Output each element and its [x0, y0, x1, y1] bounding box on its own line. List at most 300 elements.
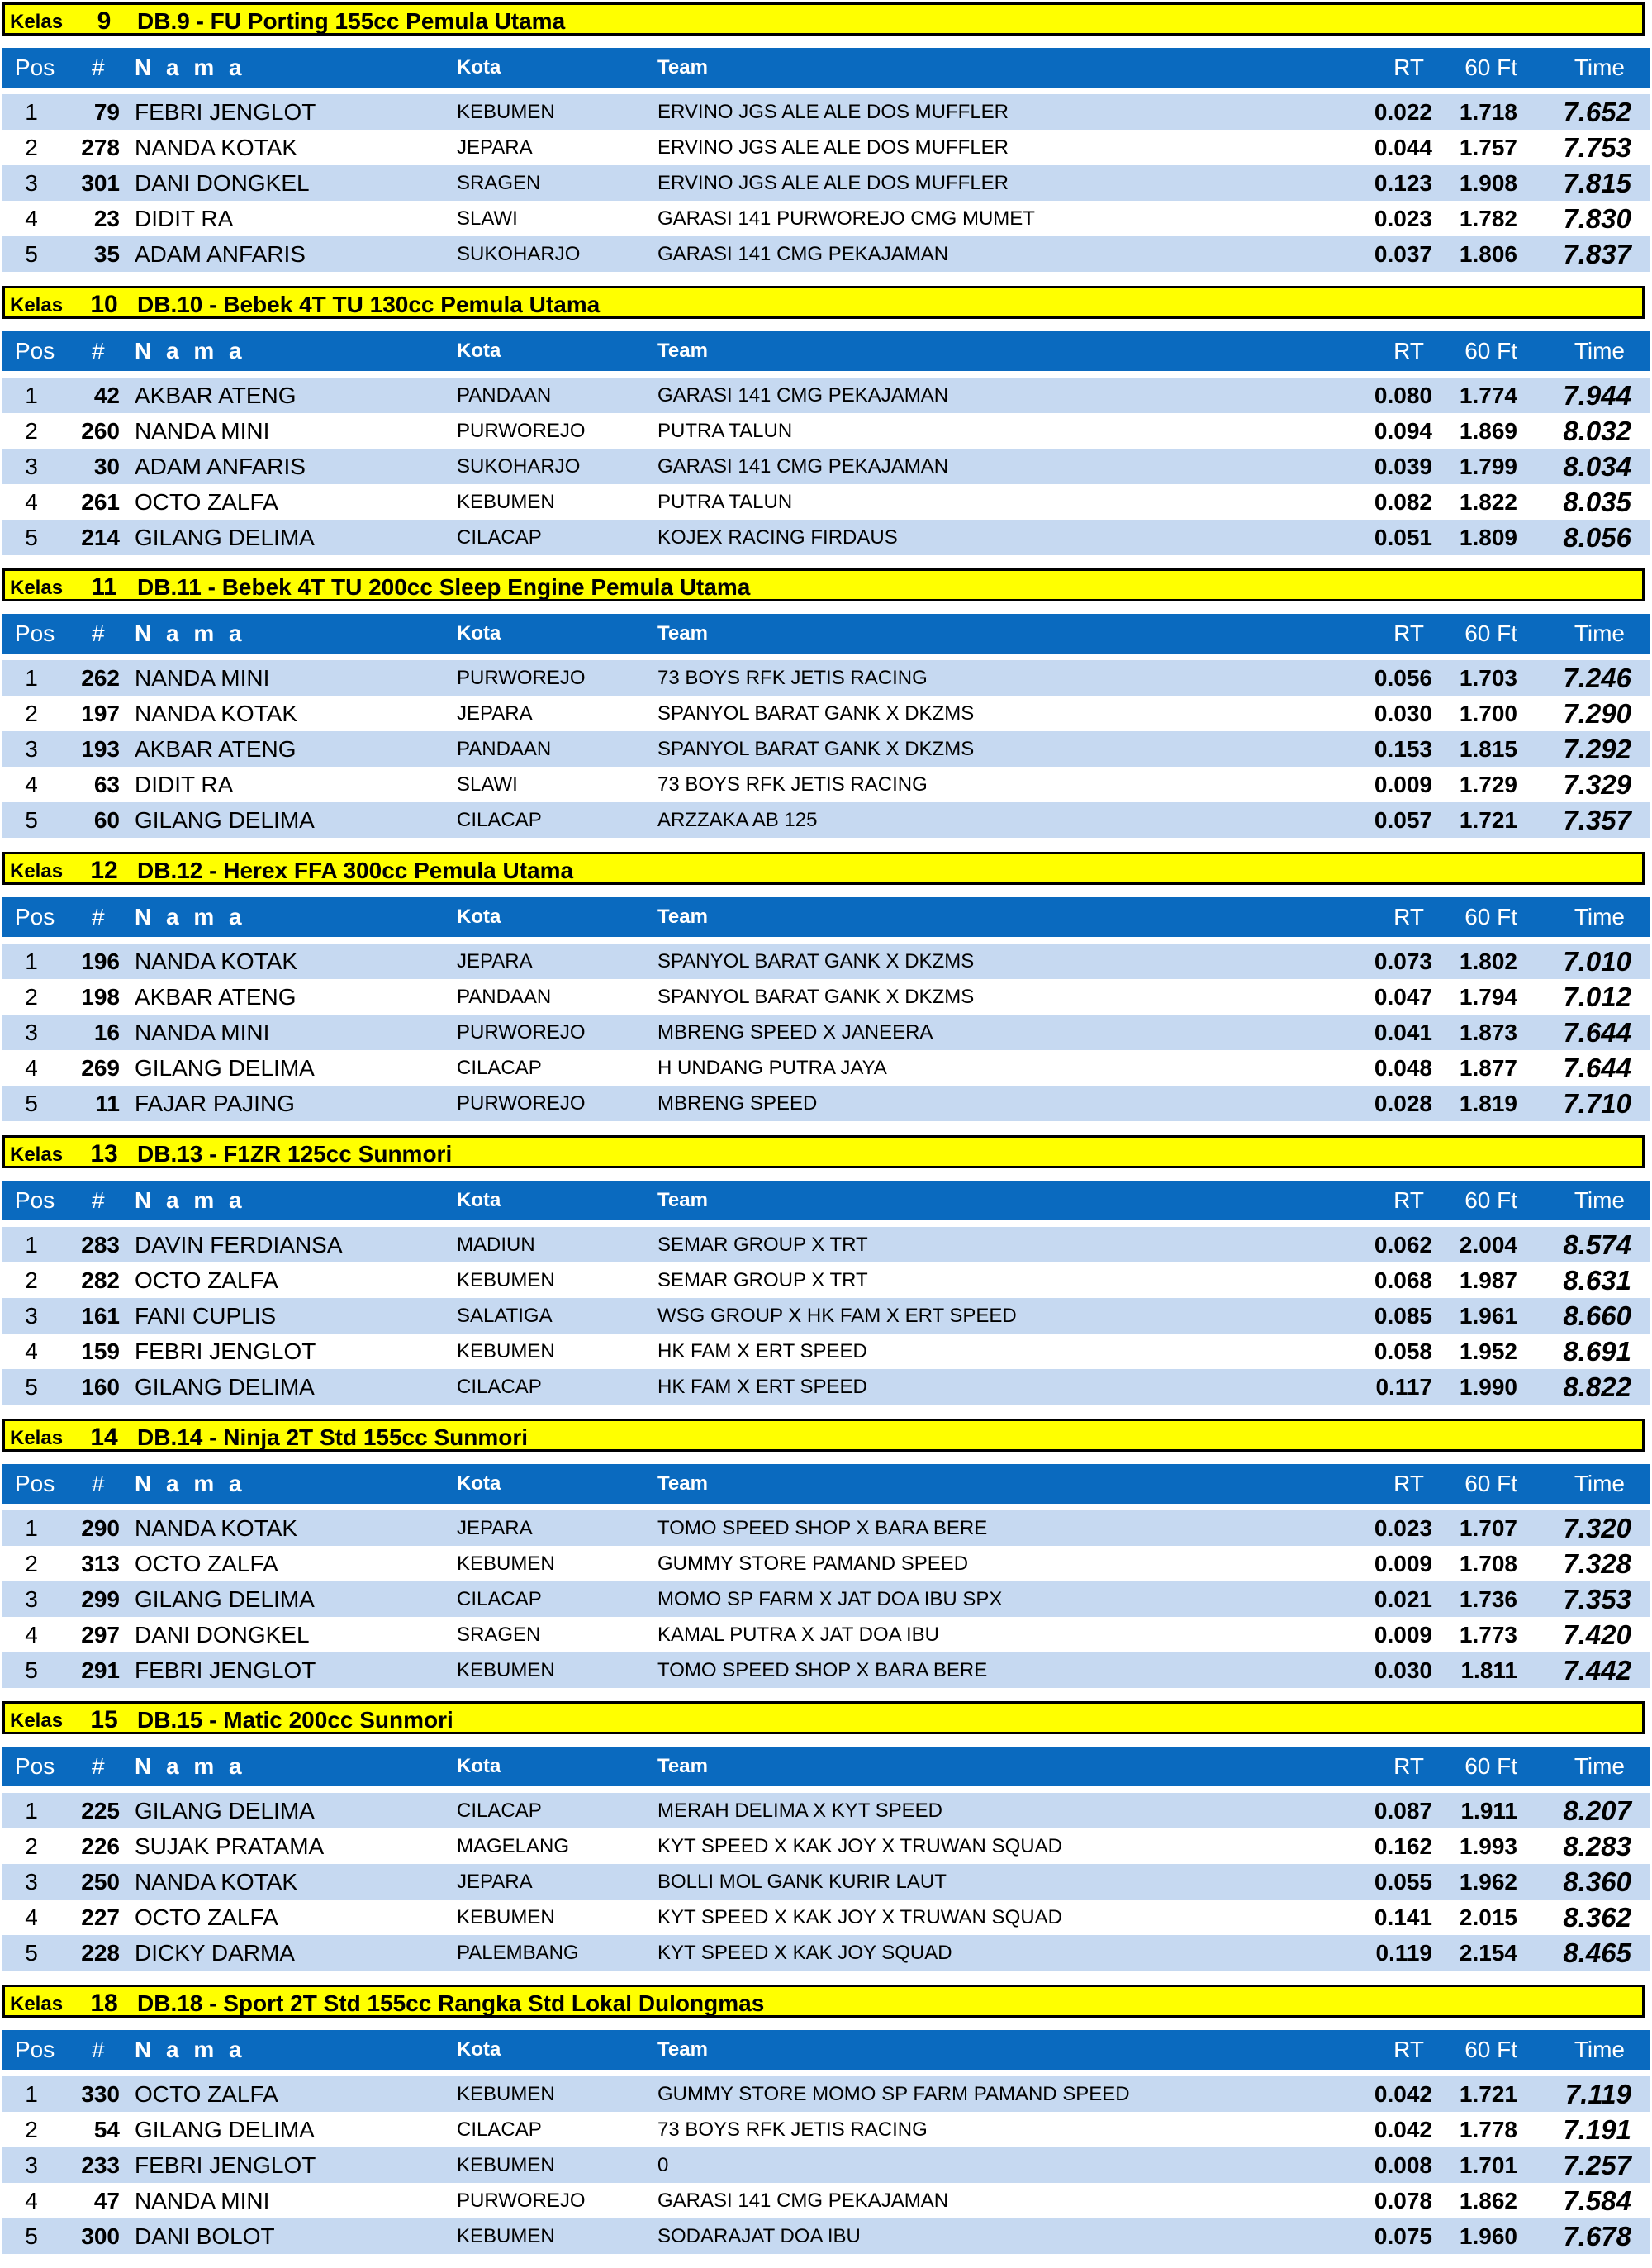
header-pos: Pos [15, 1470, 55, 1496]
row-position: 3 [25, 453, 38, 479]
row-city: PANDAAN [457, 986, 552, 1009]
class-number: 11 [91, 573, 117, 601]
row-name: NANDA MINI [135, 665, 270, 692]
row-60ft: 1.908 [1459, 170, 1517, 196]
table-row [2, 1652, 1650, 1688]
row-rt: 0.057 [1374, 807, 1432, 834]
table-row [2, 1298, 1650, 1334]
table-header [2, 897, 1650, 937]
row-position: 5 [25, 807, 38, 834]
results-table [2, 94, 1650, 272]
row-time: 7.584 [1563, 2185, 1631, 2216]
row-time: 8.207 [1563, 1795, 1631, 1827]
header-60ft: 60 Ft [1464, 1753, 1517, 1780]
row-time: 7.815 [1563, 168, 1631, 198]
row-city: JEPARA [457, 702, 533, 725]
row-city: JEPARA [457, 1871, 533, 1894]
row-position: 1 [25, 2080, 38, 2107]
row-time: 7.353 [1563, 1583, 1631, 1614]
table-row [2, 1015, 1650, 1050]
row-city: KEBUMEN [457, 101, 555, 123]
row-team: ARZZAKA AB 125 [657, 809, 818, 832]
table-row [2, 449, 1650, 484]
class-number: 12 [90, 857, 118, 885]
class-title: DB.15 - Matic 200cc Sunmori [137, 1707, 453, 1733]
table-row [2, 520, 1650, 555]
row-number: 300 [81, 2223, 120, 2249]
row-60ft: 1.869 [1459, 417, 1517, 444]
class-title-bar [2, 852, 1645, 885]
row-team: GUMMY STORE MOMO SP FARM PAMAND SPEED [657, 2082, 1130, 2105]
row-number: 301 [81, 170, 120, 196]
header-team: Team [657, 906, 708, 929]
class-title: DB.18 - Sport 2T Std 155cc Rangka Std Lokal Dulongmas [137, 1990, 765, 2016]
table-row [2, 1262, 1650, 1298]
table-row [2, 130, 1650, 165]
table-row [2, 979, 1650, 1015]
row-60ft: 1.718 [1459, 99, 1517, 125]
header-number: # [92, 55, 105, 80]
row-time: 7.944 [1563, 379, 1631, 411]
row-city: SLAWI [457, 773, 518, 796]
row-position: 4 [25, 1621, 38, 1648]
table-row [2, 413, 1650, 449]
class-title: DB.11 - Bebek 4T TU 200cc Sleep Engine Pemula Utama [137, 574, 751, 601]
row-name: NANDA KOTAK [135, 1869, 298, 1895]
header-name: N a m a [135, 55, 246, 80]
row-rt: 0.030 [1374, 1657, 1432, 1683]
row-number: 54 [93, 2116, 120, 2142]
row-60ft: 1.782 [1459, 206, 1517, 231]
row-team: KAMAL PUTRA X JAT DOA IBU [657, 1623, 939, 1646]
row-number: 159 [81, 1338, 120, 1364]
header-number: # [92, 1186, 105, 1213]
kelas-label: Kelas [10, 860, 64, 883]
row-rt: 0.068 [1374, 1267, 1432, 1293]
row-position: 1 [25, 382, 38, 408]
row-city: KEBUMEN [457, 1552, 555, 1575]
row-position: 4 [25, 1904, 38, 1931]
row-number: 63 [93, 772, 120, 798]
table-row [2, 1935, 1650, 1971]
row-60ft: 1.721 [1459, 807, 1517, 834]
header-team: Team [657, 1755, 708, 1778]
row-rt: 0.023 [1374, 206, 1432, 231]
table-header [2, 1747, 1650, 1786]
row-60ft: 1.809 [1459, 524, 1517, 550]
table-row [2, 1581, 1650, 1617]
results-table [2, 1510, 1650, 1688]
row-rt: 0.058 [1374, 1338, 1432, 1364]
row-city: PANDAAN [457, 383, 552, 407]
row-team: 73 BOYS RFK JETIS RACING [657, 773, 928, 796]
row-name: FAJAR PAJING [135, 1091, 295, 1117]
row-number: 278 [81, 135, 120, 160]
row-time: 7.191 [1563, 2113, 1631, 2145]
row-team: PUTRA TALUN [657, 419, 793, 442]
class-title-bar [2, 1985, 1645, 2018]
row-name: OCTO ZALFA [135, 1550, 278, 1576]
header-city: Kota [457, 339, 501, 362]
row-number: 198 [81, 984, 120, 1010]
class-title-bar [2, 568, 1645, 601]
row-team: GARASI 141 PURWOREJO CMG MUMET [657, 207, 1035, 230]
row-team: TOMO SPEED SHOP X BARA BERE [657, 1658, 988, 1681]
class-title: DB.13 - F1ZR 125cc Sunmori [137, 1140, 453, 1167]
row-position: 1 [25, 949, 38, 975]
row-city: JEPARA [457, 950, 533, 973]
row-city: CILACAP [457, 1800, 542, 1823]
class-block [0, 1135, 1652, 1419]
row-team: SODARAJAT DOA IBU [657, 2224, 861, 2247]
row-60ft: 1.721 [1459, 2080, 1517, 2107]
row-60ft: 1.794 [1459, 984, 1517, 1010]
row-position: 1 [25, 1514, 38, 1541]
row-rt: 0.009 [1374, 772, 1432, 798]
row-team: WSG GROUP X HK FAM X ERT SPEED [657, 1304, 1017, 1327]
row-number: 226 [81, 1833, 120, 1860]
row-number: 196 [81, 949, 120, 975]
row-name: GILANG DELIMA [135, 2116, 315, 2142]
row-time: 7.292 [1563, 734, 1631, 765]
row-name: FANI CUPLIS [135, 1302, 277, 1329]
row-time: 7.753 [1563, 132, 1631, 163]
row-number: 193 [81, 736, 120, 763]
table-row [2, 1050, 1650, 1086]
row-60ft: 1.757 [1459, 135, 1517, 160]
row-position: 4 [25, 206, 38, 231]
results-table [2, 1227, 1650, 1405]
row-number: 42 [93, 382, 120, 408]
header-team: Team [657, 622, 708, 645]
row-60ft: 1.708 [1459, 1550, 1517, 1576]
row-team: 73 BOYS RFK JETIS RACING [657, 667, 928, 690]
header-city: Kota [457, 2037, 501, 2061]
row-name: DICKY DARMA [135, 1940, 295, 1966]
row-team: MERAH DELIMA X KYT SPEED [657, 1800, 942, 1823]
class-title: DB.14 - Ninja 2T Std 155cc Sunmori [137, 1424, 529, 1450]
row-position: 3 [25, 1020, 38, 1046]
row-team: MOMO SP FARM X JAT DOA IBU SPX [657, 1587, 1003, 1610]
row-city: KEBUMEN [457, 490, 555, 513]
row-time: 7.837 [1563, 239, 1631, 269]
class-number: 15 [90, 1706, 118, 1734]
kelas-label: Kelas [10, 1992, 64, 2015]
row-position: 5 [25, 1373, 38, 1400]
row-60ft: 1.822 [1459, 488, 1517, 515]
header-city: Kota [457, 56, 501, 78]
row-rt: 0.055 [1374, 1869, 1432, 1895]
row-city: CILACAP [457, 2118, 542, 2141]
row-city: PALEMBANG [457, 1942, 579, 1965]
row-time: 7.329 [1563, 769, 1631, 801]
row-time: 7.010 [1563, 946, 1631, 977]
header-number: # [92, 1470, 105, 1496]
row-rt: 0.042 [1374, 2116, 1432, 2142]
row-team: GUMMY STORE PAMAND SPEED [657, 1552, 969, 1575]
row-rt: 0.123 [1374, 170, 1432, 196]
row-team: MBRENG SPEED X JANEERA [657, 1021, 933, 1044]
row-rt: 0.087 [1374, 1798, 1432, 1824]
row-60ft: 2.154 [1459, 1940, 1517, 1966]
row-city: PURWOREJO [457, 1021, 586, 1044]
table-header [2, 2030, 1650, 2070]
row-number: 23 [93, 206, 120, 231]
row-city: CILACAP [457, 1375, 542, 1398]
row-number: 161 [81, 1302, 120, 1329]
class-number: 18 [90, 1989, 118, 2017]
table-header [2, 48, 1650, 88]
row-city: KEBUMEN [457, 2224, 555, 2247]
row-60ft: 2.004 [1459, 1231, 1517, 1258]
table-header [2, 614, 1650, 654]
class-block [0, 286, 1652, 569]
row-60ft: 1.993 [1459, 1833, 1517, 1860]
table-row [2, 1793, 1650, 1828]
row-60ft: 1.952 [1459, 1338, 1517, 1364]
row-60ft: 1.700 [1459, 701, 1517, 727]
kelas-label: Kelas [10, 11, 64, 33]
row-position: 2 [25, 701, 38, 727]
row-time: 7.442 [1563, 1654, 1631, 1686]
table-row [2, 1617, 1650, 1652]
table-row [2, 2112, 1650, 2147]
row-position: 2 [25, 135, 38, 160]
table-row [2, 802, 1650, 838]
table-row [2, 696, 1650, 731]
row-team: GARASI 141 CMG PEKAJAMAN [657, 383, 949, 407]
row-number: 160 [81, 1373, 120, 1400]
row-position: 4 [25, 772, 38, 798]
row-name: OCTO ZALFA [135, 2080, 278, 2107]
row-team: SPANYOL BARAT GANK X DKZMS [657, 702, 975, 725]
row-number: 60 [93, 807, 120, 834]
row-position: 2 [25, 984, 38, 1010]
row-city: PURWOREJO [457, 1092, 586, 1115]
row-number: 214 [81, 524, 120, 550]
row-rt: 0.044 [1374, 135, 1432, 160]
header-time: Time [1574, 904, 1625, 930]
row-rt: 0.028 [1374, 1091, 1432, 1117]
row-team: KYT SPEED X KAK JOY X TRUWAN SQUAD [657, 1835, 1062, 1858]
row-number: 282 [81, 1267, 120, 1293]
row-rt: 0.030 [1374, 701, 1432, 727]
row-city: PANDAAN [457, 738, 552, 761]
row-60ft: 1.799 [1459, 453, 1517, 479]
header-city: Kota [457, 622, 501, 645]
table-row [2, 1900, 1650, 1935]
row-rt: 0.085 [1374, 1302, 1432, 1329]
header-time: Time [1574, 2036, 1625, 2062]
header-city: Kota [457, 906, 501, 929]
row-team: BOLLI MOL GANK KURIR LAUT [657, 1871, 947, 1894]
class-block [0, 568, 1652, 852]
class-number: 14 [90, 1423, 118, 1451]
row-name: NANDA MINI [135, 2187, 270, 2213]
row-name: GILANG DELIMA [135, 807, 315, 834]
row-number: 250 [81, 1869, 120, 1895]
row-position: 4 [25, 1055, 38, 1082]
row-60ft: 1.811 [1460, 1657, 1517, 1683]
row-time: 7.710 [1563, 1088, 1631, 1120]
kelas-label: Kelas [10, 1426, 64, 1449]
row-position: 5 [25, 2223, 38, 2249]
row-position: 4 [25, 1338, 38, 1364]
header-time: Time [1574, 620, 1625, 647]
table-row [2, 731, 1650, 767]
kelas-label: Kelas [10, 293, 64, 316]
row-city: PURWOREJO [457, 667, 586, 690]
row-name: NANDA MINI [135, 417, 270, 444]
row-60ft: 1.773 [1459, 1621, 1517, 1648]
row-time: 7.257 [1563, 2149, 1631, 2180]
row-position: 5 [25, 524, 38, 550]
class-title-bar [2, 1135, 1645, 1168]
row-rt: 0.009 [1374, 1621, 1432, 1648]
header-rt: RT [1393, 1470, 1424, 1496]
row-city: CILACAP [457, 1057, 542, 1080]
row-position: 2 [25, 1550, 38, 1576]
row-number: 330 [81, 2080, 120, 2107]
row-number: 260 [81, 417, 120, 444]
row-time: 8.574 [1563, 1229, 1631, 1260]
row-name: GILANG DELIMA [135, 524, 315, 550]
row-time: 8.360 [1563, 1866, 1631, 1898]
row-time: 8.822 [1563, 1371, 1631, 1402]
row-team: ERVINO JGS ALE ALE DOS MUFFLER [657, 172, 1009, 194]
row-position: 5 [25, 1657, 38, 1683]
header-number: # [92, 2036, 105, 2062]
header-team: Team [657, 1472, 708, 1495]
table-row [2, 165, 1650, 201]
header-60ft: 60 Ft [1464, 904, 1517, 930]
row-position: 3 [25, 170, 38, 196]
header-name: N a m a [135, 1470, 246, 1496]
row-name: NANDA KOTAK [135, 1514, 298, 1541]
header-rt: RT [1393, 337, 1424, 364]
row-city: SRAGEN [457, 172, 541, 194]
row-name: DANI DONGKEL [135, 1621, 310, 1648]
row-city: JEPARA [457, 136, 533, 159]
row-60ft: 1.987 [1459, 1267, 1517, 1293]
row-position: 4 [25, 488, 38, 515]
row-name: GILANG DELIMA [135, 1055, 315, 1082]
row-name: NANDA KOTAK [135, 701, 298, 727]
row-rt: 0.078 [1374, 2187, 1432, 2213]
row-time: 8.283 [1563, 1831, 1631, 1862]
row-name: NANDA MINI [135, 1020, 270, 1046]
row-team: SPANYOL BARAT GANK X DKZMS [657, 950, 975, 973]
header-team: Team [657, 1188, 708, 1211]
header-number: # [92, 1753, 105, 1780]
class-block [0, 2, 1652, 286]
row-city: KEBUMEN [457, 2082, 555, 2105]
row-rt: 0.048 [1374, 1055, 1432, 1082]
row-60ft: 1.911 [1460, 1798, 1517, 1824]
row-name: DANI DONGKEL [135, 170, 310, 196]
header-city: Kota [457, 1472, 501, 1495]
row-position: 2 [25, 1833, 38, 1860]
row-number: 299 [81, 1586, 120, 1612]
table-header [2, 331, 1650, 371]
row-team: HK FAM X ERT SPEED [657, 1339, 867, 1362]
header-rt: RT [1393, 1753, 1424, 1780]
row-number: 11 [95, 1091, 120, 1117]
row-60ft: 1.701 [1459, 2152, 1517, 2178]
row-city: PURWOREJO [457, 419, 586, 442]
row-team: 0 [657, 2153, 669, 2176]
row-rt: 0.073 [1374, 949, 1432, 975]
row-name: FEBRI JENGLOT [135, 1338, 316, 1364]
row-rt: 0.021 [1374, 1586, 1432, 1612]
row-position: 3 [25, 1586, 38, 1612]
table-row [2, 767, 1650, 802]
row-name: ADAM ANFARIS [135, 241, 306, 267]
header-pos: Pos [15, 620, 55, 647]
table-header [2, 1464, 1650, 1504]
row-time: 8.035 [1563, 486, 1631, 517]
row-city: MADIUN [457, 1233, 535, 1256]
row-position: 1 [25, 1231, 38, 1258]
table-row [2, 2147, 1650, 2183]
row-time: 8.032 [1563, 415, 1631, 446]
row-number: 197 [81, 701, 120, 727]
row-city: CILACAP [457, 809, 542, 832]
row-time: 8.631 [1563, 1264, 1631, 1296]
row-rt: 0.009 [1374, 1550, 1432, 1576]
header-team: Team [657, 56, 708, 78]
row-position: 3 [25, 1302, 38, 1329]
class-title-bar [2, 286, 1645, 319]
table-row [2, 378, 1650, 413]
row-city: MAGELANG [457, 1835, 570, 1858]
row-team: HK FAM X ERT SPEED [657, 1375, 867, 1398]
header-rt: RT [1393, 904, 1424, 930]
table-row [2, 94, 1650, 130]
row-rt: 0.075 [1374, 2223, 1432, 2249]
row-time: 8.660 [1563, 1300, 1631, 1331]
table-row [2, 201, 1650, 236]
row-60ft: 1.962 [1459, 1869, 1517, 1895]
header-60ft: 60 Ft [1464, 337, 1517, 364]
row-team: KOJEX RACING FIRDAUS [657, 525, 898, 549]
row-team: ERVINO JGS ALE ALE DOS MUFFLER [657, 136, 1009, 159]
row-position: 1 [25, 1798, 38, 1824]
table-row [2, 1334, 1650, 1369]
row-city: KEBUMEN [457, 2153, 555, 2176]
row-60ft: 1.877 [1459, 1055, 1517, 1082]
row-name: AKBAR ATENG [135, 382, 297, 408]
row-number: 225 [81, 1798, 120, 1824]
row-time: 7.652 [1563, 97, 1631, 127]
row-position: 2 [25, 2116, 38, 2142]
class-title: DB.10 - Bebek 4T TU 130cc Pemula Utama [137, 291, 601, 317]
row-number: 262 [81, 665, 120, 692]
row-position: 1 [25, 665, 38, 692]
row-rt: 0.119 [1375, 1940, 1432, 1966]
row-number: 16 [93, 1020, 120, 1046]
row-team: 73 BOYS RFK JETIS RACING [657, 2118, 928, 2141]
table-row [2, 2183, 1650, 2218]
row-name: SUJAK PRATAMA [135, 1833, 325, 1860]
row-60ft: 1.806 [1459, 241, 1517, 267]
row-number: 291 [81, 1657, 120, 1683]
row-time: 8.362 [1563, 1902, 1631, 1933]
row-rt: 0.037 [1374, 241, 1432, 267]
row-city: KEBUMEN [457, 1658, 555, 1681]
row-60ft: 1.990 [1459, 1373, 1517, 1400]
row-team: H UNDANG PUTRA JAYA [657, 1057, 887, 1080]
